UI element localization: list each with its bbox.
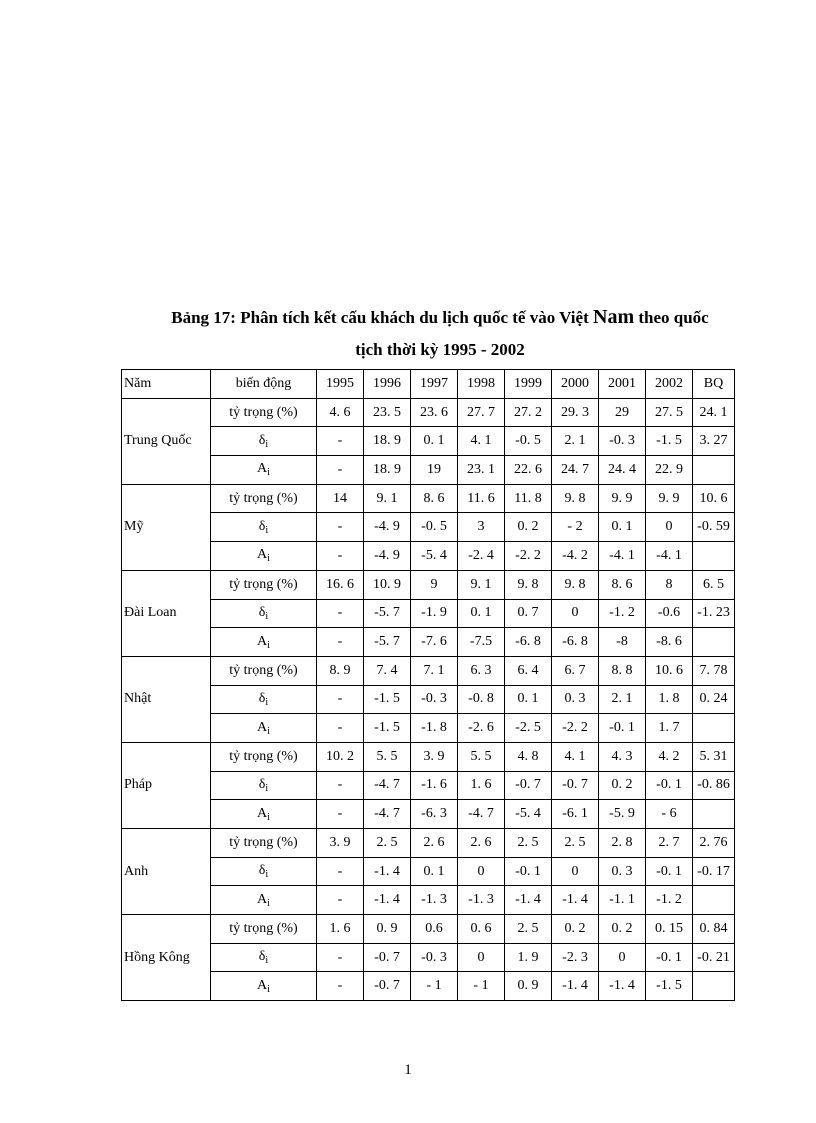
table-cell: -5. 7	[364, 599, 411, 628]
table-cell: -8	[599, 628, 646, 657]
table-cell: 0	[552, 857, 599, 886]
table-cell	[693, 800, 735, 829]
table-cell: 7. 4	[364, 656, 411, 685]
table-cell: 0. 2	[505, 513, 552, 542]
subscript-index: i	[265, 438, 269, 450]
table-cell: 0. 24	[693, 685, 735, 714]
delta-label	[211, 599, 317, 628]
table-cell: -0. 1	[646, 771, 693, 800]
share-label: tỷ trọng (%)	[211, 742, 317, 771]
absolute-label	[211, 886, 317, 915]
table-cell: 24. 7	[552, 456, 599, 485]
table-cell: -1. 3	[458, 886, 505, 915]
header-year-cell: 1999	[505, 370, 552, 399]
table-cell: -0. 1	[599, 714, 646, 743]
table-cell: 0	[646, 513, 693, 542]
table-cell: -	[317, 542, 364, 571]
absolute-label	[211, 714, 317, 743]
table-cell: 0. 6	[458, 915, 505, 944]
table-cell: -6. 3	[411, 800, 458, 829]
share-label: tỷ trọng (%)	[211, 484, 317, 513]
share-row	[122, 656, 735, 685]
table-cell: -1. 4	[364, 886, 411, 915]
share-row	[122, 742, 735, 771]
table-cell: 1. 9	[505, 943, 552, 972]
header-row	[122, 370, 735, 399]
header-year-cell: 1995	[317, 370, 364, 399]
table-cell: -4. 2	[552, 542, 599, 571]
table-cell: 3. 9	[411, 742, 458, 771]
header-year-cell: 1997	[411, 370, 458, 399]
table-cell: 3	[458, 513, 505, 542]
page-number: 1	[404, 1062, 412, 1078]
table-cell: 9. 1	[458, 570, 505, 599]
table-cell: 24. 4	[599, 456, 646, 485]
header-year-cell: 2002	[646, 370, 693, 399]
table-cell: 9. 1	[364, 484, 411, 513]
table-cell: 9. 8	[505, 570, 552, 599]
table-cell: -5. 4	[505, 800, 552, 829]
table-cell: 6. 4	[505, 656, 552, 685]
header-variation: biến động	[211, 370, 317, 399]
delta-label	[211, 427, 317, 456]
title-text-end: theo quốc	[634, 308, 709, 327]
delta-row	[122, 685, 735, 714]
share-row	[122, 915, 735, 944]
table-cell: 6. 5	[693, 570, 735, 599]
table-cell: 4. 6	[317, 398, 364, 427]
table-cell: 2. 5	[505, 915, 552, 944]
table-cell: 6. 3	[458, 656, 505, 685]
table-cell: -2. 3	[552, 943, 599, 972]
header-year-cell: 1996	[364, 370, 411, 399]
table-cell: -0. 7	[505, 771, 552, 800]
table-cell: 27. 5	[646, 398, 693, 427]
table-cell: -	[317, 513, 364, 542]
table-cell: -0. 3	[599, 427, 646, 456]
table-cell: 23. 1	[458, 456, 505, 485]
share-label: tỷ trọng (%)	[211, 656, 317, 685]
table-cell: 2. 5	[505, 829, 552, 858]
header-year-cell: 1998	[458, 370, 505, 399]
table-cell: 10. 6	[693, 484, 735, 513]
country-name: Pháp	[122, 742, 211, 828]
table-cell: 2. 8	[599, 829, 646, 858]
table-cell: 1. 6	[458, 771, 505, 800]
table-cell: -0. 8	[458, 685, 505, 714]
table-cell: 24. 1	[693, 398, 735, 427]
table-cell: -1. 9	[411, 599, 458, 628]
table-cell: -	[317, 857, 364, 886]
table-cell: -1. 2	[599, 599, 646, 628]
table-cell: 9. 9	[646, 484, 693, 513]
table-cell: -1. 4	[505, 886, 552, 915]
symbol: δ	[258, 863, 266, 879]
table-cell: -4. 7	[458, 800, 505, 829]
table-cell: -1. 5	[646, 427, 693, 456]
share-row	[122, 484, 735, 513]
table-cell: 0	[458, 857, 505, 886]
table-cell: 23. 5	[364, 398, 411, 427]
table-cell: 0. 1	[505, 685, 552, 714]
table-cell: 0. 1	[411, 427, 458, 456]
subscript-index: i	[265, 955, 269, 967]
table-cell: 0. 9	[505, 972, 552, 1001]
table-cell: -4. 7	[364, 771, 411, 800]
delta-label	[211, 771, 317, 800]
share-label: tỷ trọng (%)	[211, 829, 317, 858]
table-cell	[693, 542, 735, 571]
absolute-row	[122, 456, 735, 485]
table-cell: -0. 7	[364, 972, 411, 1001]
table-cell: -5. 9	[599, 800, 646, 829]
delta-row	[122, 857, 735, 886]
table-cell: -4. 9	[364, 542, 411, 571]
symbol: A	[257, 805, 268, 821]
country-name: Mỹ	[122, 484, 211, 570]
table-cell: -	[317, 685, 364, 714]
table-cell: -1. 4	[599, 972, 646, 1001]
table-cell: 2. 5	[364, 829, 411, 858]
table-cell: 27. 2	[505, 398, 552, 427]
table-cell: -4. 9	[364, 513, 411, 542]
table-cell: 7. 78	[693, 656, 735, 685]
table-cell: -	[317, 599, 364, 628]
table-cell: 23. 6	[411, 398, 458, 427]
table-cell: 27. 7	[458, 398, 505, 427]
table-cell: -0. 5	[505, 427, 552, 456]
absolute-row	[122, 542, 735, 571]
symbol: δ	[258, 690, 266, 706]
absolute-row	[122, 886, 735, 915]
symbol: A	[257, 547, 268, 563]
table-cell: 4. 2	[646, 742, 693, 771]
table-cell: -0. 7	[364, 943, 411, 972]
table-cell: -0. 86	[693, 771, 735, 800]
table-cell: -0. 1	[646, 857, 693, 886]
table-cell: -2. 2	[552, 714, 599, 743]
header-average: BQ	[693, 370, 735, 399]
country-name: Đài Loan	[122, 570, 211, 656]
table-cell: -1. 8	[411, 714, 458, 743]
subscript-index: i	[267, 553, 270, 565]
table-cell: 2. 1	[552, 427, 599, 456]
table-cell: 29	[599, 398, 646, 427]
delta-row	[122, 943, 735, 972]
delta-label	[211, 685, 317, 714]
table-cell: 2. 6	[458, 829, 505, 858]
table-cell: -0. 3	[411, 685, 458, 714]
table-cell: 29. 3	[552, 398, 599, 427]
table-cell	[693, 456, 735, 485]
symbol: A	[257, 977, 268, 993]
symbol: δ	[258, 776, 266, 792]
table-cell: -2. 2	[505, 542, 552, 571]
header-year: Năm	[122, 370, 211, 399]
table-cell: 4. 1	[458, 427, 505, 456]
share-row	[122, 570, 735, 599]
share-label: tỷ trọng (%)	[211, 570, 317, 599]
table-cell: 0. 84	[693, 915, 735, 944]
table-cell: -	[317, 714, 364, 743]
symbol: δ	[258, 604, 266, 620]
subscript-index: i	[267, 467, 270, 479]
table-cell: 10. 9	[364, 570, 411, 599]
symbol: A	[257, 719, 268, 735]
table-cell: -4. 1	[599, 542, 646, 571]
symbol: δ	[258, 432, 266, 448]
table-cell: -1. 6	[411, 771, 458, 800]
table-cell: 0	[599, 943, 646, 972]
table-cell	[693, 886, 735, 915]
title-text-large: Nam	[593, 306, 635, 328]
delta-label	[211, 943, 317, 972]
subscript-index: i	[265, 610, 269, 622]
table-cell: -6. 8	[505, 628, 552, 657]
table-cell: 0. 15	[646, 915, 693, 944]
table-cell: -2. 6	[458, 714, 505, 743]
header-year-cell: 2001	[599, 370, 646, 399]
table-cell: 0	[458, 943, 505, 972]
table-cell: 7. 1	[411, 656, 458, 685]
table-cell: -1. 5	[364, 685, 411, 714]
table-cell: 0. 2	[599, 771, 646, 800]
absolute-row	[122, 714, 735, 743]
table-cell: 9. 8	[552, 484, 599, 513]
absolute-label	[211, 628, 317, 657]
subscript-index: i	[267, 725, 270, 737]
share-label: tỷ trọng (%)	[211, 398, 317, 427]
subscript-index: i	[265, 696, 269, 708]
table-cell: -8. 6	[646, 628, 693, 657]
table-cell: 11. 8	[505, 484, 552, 513]
table-cell: -	[317, 800, 364, 829]
table-cell: -	[317, 771, 364, 800]
symbol: A	[257, 633, 268, 649]
table-cell	[693, 714, 735, 743]
absolute-label	[211, 542, 317, 571]
table-cell: 8. 8	[599, 656, 646, 685]
table-cell: -4. 7	[364, 800, 411, 829]
table-cell: -0.6	[646, 599, 693, 628]
table-cell: -1. 1	[599, 886, 646, 915]
table-title-line1	[110, 306, 770, 329]
symbol: A	[257, 891, 268, 907]
table-cell: 0.6	[411, 915, 458, 944]
table-cell: 11. 6	[458, 484, 505, 513]
subscript-index: i	[267, 811, 270, 823]
table-cell: - 1	[411, 972, 458, 1001]
table-cell: 19	[411, 456, 458, 485]
table-cell: 4. 1	[552, 742, 599, 771]
subscript-index: i	[267, 897, 270, 909]
table-cell: - 2	[552, 513, 599, 542]
table-cell: 0	[552, 599, 599, 628]
symbol: δ	[258, 949, 266, 965]
table-cell: - 1	[458, 972, 505, 1001]
table-cell: 8. 6	[599, 570, 646, 599]
table-cell: 1. 8	[646, 685, 693, 714]
table-cell: -	[317, 628, 364, 657]
table-cell: -0. 1	[646, 943, 693, 972]
table-cell: -2. 4	[458, 542, 505, 571]
delta-row	[122, 771, 735, 800]
table-title-line2: tịch thời kỳ 1995 - 2002	[355, 340, 525, 359]
absolute-row	[122, 800, 735, 829]
table-cell: -1. 5	[364, 714, 411, 743]
table-cell: -0. 1	[505, 857, 552, 886]
table-cell: 22. 9	[646, 456, 693, 485]
table-cell: -7.5	[458, 628, 505, 657]
table-cell: 2. 7	[646, 829, 693, 858]
absolute-label	[211, 456, 317, 485]
table-cell: -0. 59	[693, 513, 735, 542]
table-cell: -5. 4	[411, 542, 458, 571]
table-cell: -0. 5	[411, 513, 458, 542]
table-cell: -6. 1	[552, 800, 599, 829]
table-cell: 0. 1	[411, 857, 458, 886]
table-cell: 5. 5	[364, 742, 411, 771]
table-cell: 5. 5	[458, 742, 505, 771]
table-cell: -6. 8	[552, 628, 599, 657]
table-cell: 18. 9	[364, 427, 411, 456]
table-cell: 2. 1	[599, 685, 646, 714]
table-cell: 4. 3	[599, 742, 646, 771]
share-label: tỷ trọng (%)	[211, 915, 317, 944]
table-cell: -	[317, 972, 364, 1001]
table-cell: -1. 5	[646, 972, 693, 1001]
share-row	[122, 829, 735, 858]
table-cell: -7. 6	[411, 628, 458, 657]
table-cell: -1. 2	[646, 886, 693, 915]
share-row	[122, 398, 735, 427]
table-cell: 0. 2	[599, 915, 646, 944]
table-cell: 2. 76	[693, 829, 735, 858]
delta-label	[211, 857, 317, 886]
table-cell: -1. 4	[552, 972, 599, 1001]
country-name: Trung Quốc	[122, 398, 211, 484]
table-cell: 9	[411, 570, 458, 599]
table-cell: -1. 23	[693, 599, 735, 628]
table-cell: 8. 9	[317, 656, 364, 685]
table-cell: 10. 6	[646, 656, 693, 685]
table-cell: 8	[646, 570, 693, 599]
table-cell	[693, 972, 735, 1001]
table-cell: -0. 21	[693, 943, 735, 972]
delta-row	[122, 513, 735, 542]
title-text: Bảng 17: Phân tích kết cấu khách du lịch quốc tế vào Việt	[171, 308, 593, 327]
delta-row	[122, 427, 735, 456]
absolute-label	[211, 972, 317, 1001]
table-cell: 2. 6	[411, 829, 458, 858]
header-year-cell: 2000	[552, 370, 599, 399]
table-cell: 0. 3	[552, 685, 599, 714]
table-cell: -	[317, 943, 364, 972]
table-cell: 14	[317, 484, 364, 513]
table-cell: 1. 6	[317, 915, 364, 944]
subscript-index: i	[265, 782, 269, 794]
table-cell: -0. 7	[552, 771, 599, 800]
table-cell: -2. 5	[505, 714, 552, 743]
table-cell: 0. 1	[458, 599, 505, 628]
table-cell: -	[317, 456, 364, 485]
table-cell: 0. 2	[552, 915, 599, 944]
delta-row	[122, 599, 735, 628]
table-cell: -0. 17	[693, 857, 735, 886]
table-cell: -0. 3	[411, 943, 458, 972]
table-cell: 1. 7	[646, 714, 693, 743]
table-cell: 0. 9	[364, 915, 411, 944]
table-cell: 2. 5	[552, 829, 599, 858]
absolute-row	[122, 628, 735, 657]
country-name: Nhật	[122, 656, 211, 742]
subscript-index: i	[265, 869, 269, 881]
tourism-structure-table	[121, 369, 735, 1001]
table-cell: 22. 6	[505, 456, 552, 485]
table-cell: -5. 7	[364, 628, 411, 657]
table-cell: 9. 8	[552, 570, 599, 599]
absolute-row	[122, 972, 735, 1001]
table-cell: 8. 6	[411, 484, 458, 513]
subscript-index: i	[265, 524, 269, 536]
absolute-label	[211, 800, 317, 829]
table-cell: - 6	[646, 800, 693, 829]
table-cell: 0. 7	[505, 599, 552, 628]
symbol: A	[257, 461, 268, 477]
country-name: Anh	[122, 829, 211, 915]
table-cell: -	[317, 427, 364, 456]
table-cell: 3. 9	[317, 829, 364, 858]
table-cell: -1. 3	[411, 886, 458, 915]
table-cell: 5. 31	[693, 742, 735, 771]
table-cell: 10. 2	[317, 742, 364, 771]
table-cell: -4. 1	[646, 542, 693, 571]
table-cell: 3. 27	[693, 427, 735, 456]
table-cell: -1. 4	[364, 857, 411, 886]
delta-label	[211, 513, 317, 542]
symbol: δ	[258, 518, 266, 534]
table-cell: 16. 6	[317, 570, 364, 599]
table-cell: 0. 3	[599, 857, 646, 886]
table-cell: 4. 8	[505, 742, 552, 771]
table-cell: 18. 9	[364, 456, 411, 485]
subscript-index: i	[267, 639, 270, 651]
country-name: Hồng Kông	[122, 915, 211, 1001]
table-cell: 0. 1	[599, 513, 646, 542]
table-cell: -1. 4	[552, 886, 599, 915]
table-cell: -	[317, 886, 364, 915]
table-cell: 9. 9	[599, 484, 646, 513]
table-cell	[693, 628, 735, 657]
subscript-index: i	[267, 983, 270, 995]
table-cell: 6. 7	[552, 656, 599, 685]
